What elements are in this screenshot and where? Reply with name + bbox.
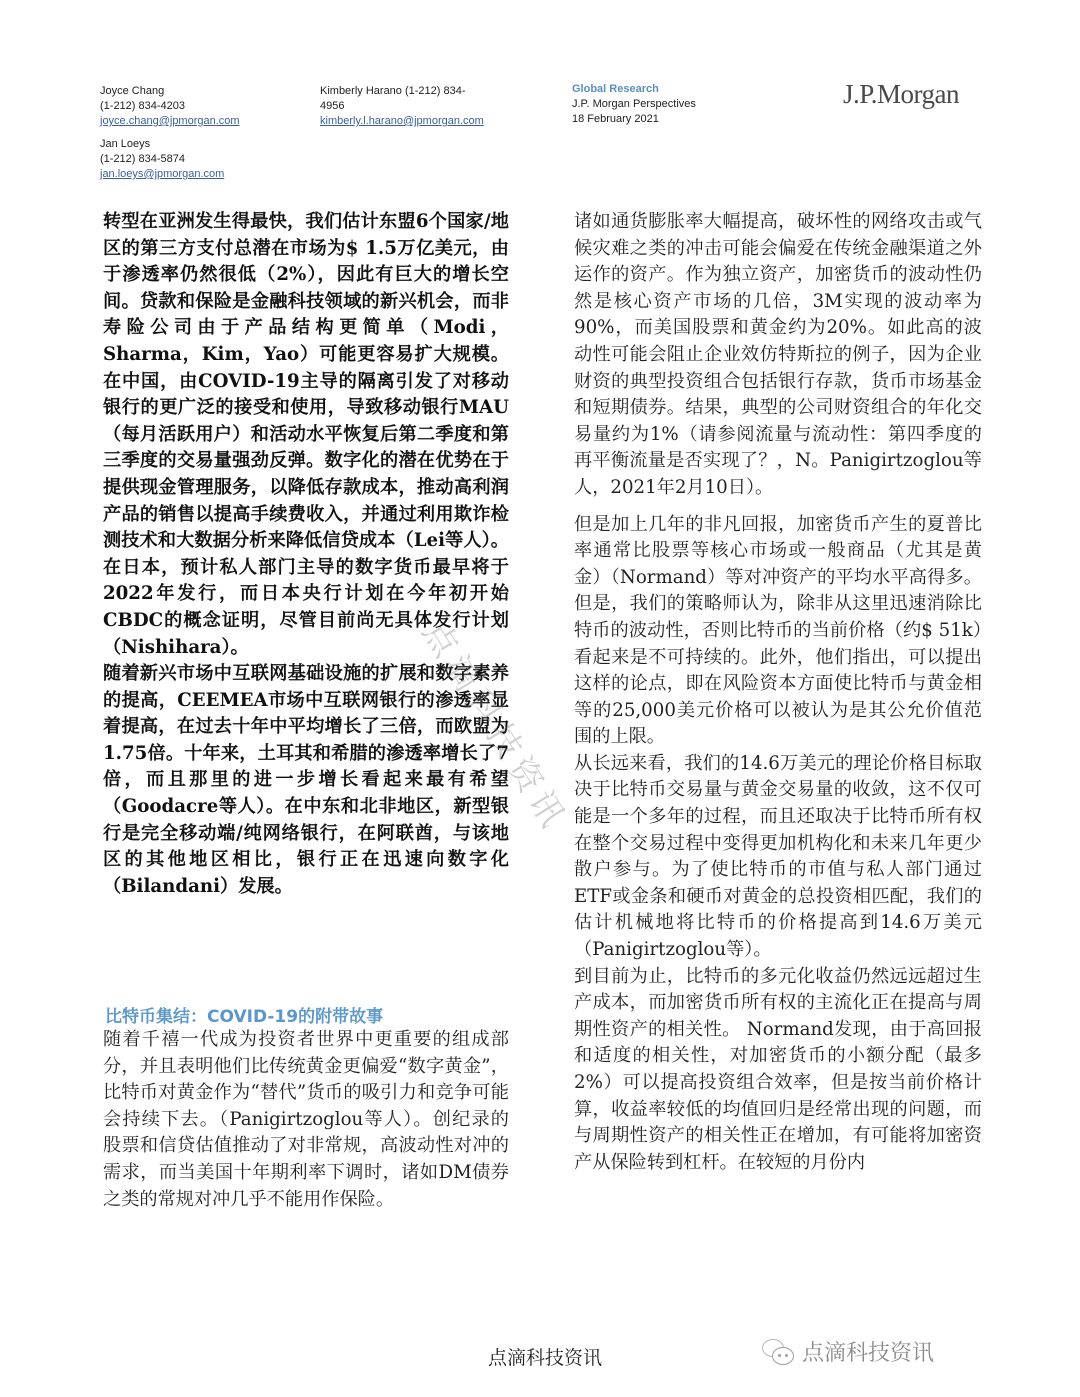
footer-brand: [762, 1336, 934, 1367]
right-column-body: [574, 209, 982, 1176]
author-jan-loeys: [100, 137, 224, 182]
division-label: Global Research: [572, 83, 659, 95]
body-paragraph: 从长远来看，我们的14.6万美元的理论价格目标取决于比特币交易量与黄金交易量的收敛，这不仅可能是一个多年的过程，而且还取决于比特币所有权在整个交易过程中变得更加机构化和未来几年更少散户参与。为了使比特币的市值与私人部门通过ETF或金条和硬币对黄金的总投资相匹配，我们的估计机械地将比特币的价格提高到14.6万美元（Panigirtzoglou等）。: [574, 752, 982, 961]
author-phone: 4956: [320, 100, 345, 112]
section-heading: 比特币集结：COVID-19的附带故事: [105, 1007, 384, 1027]
publication-date: 18 February 2021: [572, 113, 659, 125]
footer-text: 点滴科技资讯: [488, 1347, 603, 1369]
author-name: Kimberly Harano (1-212) 834-: [320, 85, 466, 97]
body-paragraph: 诸如通货膨胀率大幅提高，破坏性的网络攻击或气候灾难之类的冲击可能会偏爱在传统金融渠道之外运作的资产。作为独立资产，加密货币的波动性仍然是核心资产市场的几倍，3M实现的波动率为90%，而美国股票和黄金约为20%。如此高的波动性可能会阻止企业效仿特斯拉的例子，因为企业财资的典型投资组合包括银行存款，货币市场基金和短期债券。结果，典型的公司财资组合的年化交易量约为1%（请参阅流量与流动性：第四季度的再平衡流量是否实现了？，N。Panigirtzoglou等人，2021年2月10日）。: [574, 211, 982, 498]
author-name: Jan Loeys: [100, 138, 151, 150]
author-kimberly-harano: [320, 84, 500, 129]
body-paragraph: 随着新兴市场中互联网基础设施的扩展和数字素养的提高，CEEMEA市场中互联网银行的渗透率显着提高，在过去十年中平均增长了三倍，而欧盟为1.75倍。十年来，土耳其和希腊的渗透率增长了7倍，而且那里的进一步增长看起来最有希望（Goodacre等人）。在中东和北非地区，新型银行是完全移动端/纯网络银行，在阿联酋，与该地区的其他地区相比，银行正在迅速向数字化（Bilandani）发展。: [103, 663, 509, 897]
publication-info: [572, 82, 696, 127]
wechat-icon: [762, 1339, 796, 1365]
author-name: Joyce Chang: [100, 85, 165, 97]
author-email-link[interactable]: kimberly.l.harano@jpmorgan.com: [320, 115, 484, 127]
author-joyce-chang: [100, 84, 240, 129]
body-paragraph: 但是加上几年的非凡回报，加密货币产生的夏普比率通常比股票等核心市场或一般商品（尤其是黄金）（Normand）等对冲资产的平均水平高得多。但是，我们的策略师认为，除非从这里迅速消除比特币的波动性，否则比特币的当前价格（约$ 51k）看起来是不可持续的。此外，他们指出，可以提出这样的论点，即在风险资本方面使比特币与黄金相等的25,000美元价格可以被认为是其公允价值范围的上限。: [574, 513, 982, 748]
left-column-body: [103, 209, 509, 900]
series-label: J.P. Morgan Perspectives: [572, 98, 696, 110]
left-column-section-body: [103, 1027, 509, 1213]
body-paragraph: 转型在亚洲发生得最快，我们估计东盟6个国家/地区的第三方支付总潜在市场为$ 1.5万亿美元，由于渗透率仍然很低（2%），因此有巨大的增长空间。贷款和保险是金融科技领域的新兴机会，而非寿险公司由于产品结构更简单（Modi，Sharma，Kim，Yao）可能更容易扩大规模。在中国，由COVID-19主导的隔离引发了对移动银行的更广泛的接受和使用，导致移动银行MAU（每月活跃用户）和活动水平恢复后第二季度和第三季度的交易量强劲反弹。数字化的潜在优势在于提供现金管理服务，以降低存款成本，推动高利润产品的销售以提高手续费收入，并通过利用欺诈检测技术和大数据分析来降低信贷成本（Lei等人）。在日本，预计私人部门主导的数字货币最早将于2022年发行，而日本央行计划在今年初开始CBDC的概念证明，尽管目前尚无具体发行计划（Nishihara）。: [103, 211, 509, 658]
author-phone: (1-212) 834-4203: [100, 100, 186, 112]
footer-brand-text: 点滴科技资讯: [802, 1341, 935, 1366]
jpmorgan-logo: J.P.Morgan: [843, 79, 960, 109]
author-email-link[interactable]: joyce.chang@jpmorgan.com: [100, 115, 240, 127]
watermark-text: 点滴科技资讯: [414, 614, 576, 839]
author-phone: (1-212) 834-5874: [100, 153, 186, 165]
author-email-link[interactable]: jan.loeys@jpmorgan.com: [100, 168, 225, 180]
body-paragraph: 随着千禧一代成为投资者世界中更重要的组成部分，并且表明他们比传统黄金更偏爱“数字黄金”，比特币对黄金作为“替代”货币的吸引力和竞争可能会持续下去。（Panigirtzoglou等人）。创纪录的股票和信贷估值推动了对非常规，高波动性对冲的需求，而当美国十年期利率下调时，诸如DM债券之类的常规对冲几乎不能用作保险。: [103, 1029, 509, 1210]
body-paragraph: 到目前为止，比特币的多元化收益仍然远远超过生产成本，而加密货币所有权的主流化正在提高与周期性资产的相关性。 Normand发现，由于高回报和适度的相关性，对加密货币的小额分配（最多2%）可以提高投资组合效率，但是按当前价格计算，收益率较低的均值回归是经常出现的问题，而与周期性资产的相关性正在增加，有可能将加密资产从保险转到杠杆。在较短的月份内: [574, 965, 982, 1173]
